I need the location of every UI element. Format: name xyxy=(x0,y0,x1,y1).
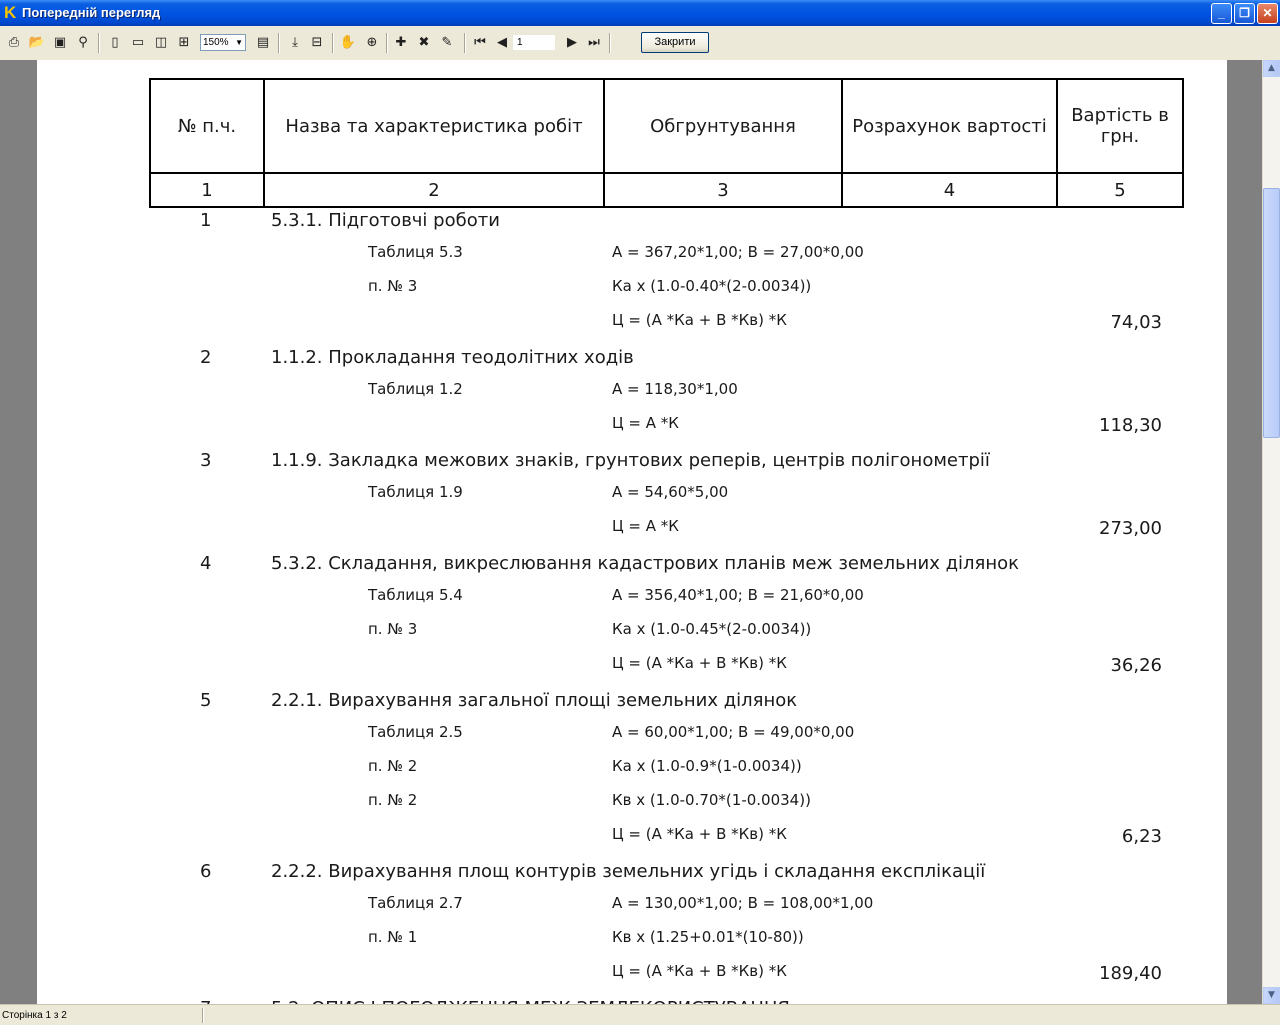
item-calculation: Ка x (1.0-0.9*(1-0.0034)) xyxy=(612,757,802,775)
column-number: 2 xyxy=(264,173,604,207)
header-cell: № п.ч. xyxy=(150,79,264,173)
last-page-icon[interactable]: ⏭ xyxy=(588,35,600,50)
item-calculation: Кв x (1.0-0.70*(1-0.0034)) xyxy=(612,791,811,809)
status-bar xyxy=(0,1004,1280,1025)
item-reference: п. № 1 xyxy=(368,928,418,946)
toolbar-separator xyxy=(386,33,388,53)
edit-icon[interactable]: ✎ xyxy=(441,35,453,50)
item-title: 1.1.2. Прокладання теодолітних ходів xyxy=(271,347,634,368)
new-icon[interactable]: ✚ xyxy=(395,35,407,50)
item-calculation: Ц = (A *Ка + B *Кв) *К xyxy=(612,311,787,329)
item-cost: 273,00 xyxy=(1099,518,1162,539)
item-title: 2.2.1. Вирахування загальної площі земельних ділянок xyxy=(271,690,798,711)
scroll-down-icon[interactable]: ▼ xyxy=(1263,987,1280,1004)
item-cost: 36,26 xyxy=(1110,655,1162,676)
item-reference: Таблиця 2.5 xyxy=(368,723,463,741)
delete-icon[interactable]: ✖ xyxy=(418,35,430,50)
item-reference: Таблиця 5.4 xyxy=(368,586,463,604)
item-calculation: A = 60,00*1,00; B = 49,00*0,00 xyxy=(612,723,855,741)
item-title: 5.3.1. Підготовчі роботи xyxy=(271,210,500,231)
item-reference: п. № 3 xyxy=(368,277,418,295)
toolbar-separator xyxy=(464,33,466,53)
item-reference: Таблиця 2.7 xyxy=(368,894,463,912)
header-cell: Розрахунок вартості xyxy=(842,79,1057,173)
item-calculation: Ц = A *К xyxy=(612,517,679,535)
open-icon[interactable]: 📂 xyxy=(28,35,46,50)
toolbar-separator xyxy=(609,33,611,53)
tree-icon[interactable]: ⊟ xyxy=(311,35,323,50)
item-calculation: A = 356,40*1,00; B = 21,60*0,00 xyxy=(612,586,864,604)
item-reference: Таблиця 5.3 xyxy=(368,243,463,261)
item-calculation: Ц = (A *Ка + B *Кв) *К xyxy=(612,654,787,672)
item-calculation: A = 367,20*1,00; B = 27,00*0,00 xyxy=(612,243,864,261)
zoom-value: 150% xyxy=(203,37,229,48)
page-single-icon[interactable]: ▯ xyxy=(111,35,119,50)
item-title: 5.3.2. Складання, викреслювання кадастрових планів меж земельних ділянок xyxy=(271,553,1020,574)
item-reference: Таблиця 1.9 xyxy=(368,483,463,501)
toolbar-separator xyxy=(278,33,280,53)
item-cost: 6,23 xyxy=(1121,826,1162,847)
hand-icon[interactable]: ✋ xyxy=(339,35,357,50)
item-number: 6 xyxy=(200,861,212,882)
item-number: 2 xyxy=(200,347,212,368)
item-calculation: Ц = (A *Ка + B *Кв) *К xyxy=(612,962,787,980)
item-reference: п. № 2 xyxy=(368,791,418,809)
window-title: Попередній перегляд xyxy=(22,5,161,20)
item-number: 3 xyxy=(200,450,212,471)
save-icon[interactable]: ▣ xyxy=(53,35,67,50)
column-number: 5 xyxy=(1057,173,1183,207)
item-calculation: Ц = A *К xyxy=(612,414,679,432)
item-calculation: Ка x (1.0-0.40*(2-0.0034)) xyxy=(612,277,812,295)
page-multi-icon[interactable]: ⊞ xyxy=(178,35,190,50)
chevron-down-icon: ▼ xyxy=(235,38,243,47)
report-page xyxy=(37,60,1227,1020)
scroll-up-icon[interactable]: ▲ xyxy=(1263,60,1280,77)
zoom-select[interactable] xyxy=(200,34,246,51)
item-reference: п. № 2 xyxy=(368,757,418,775)
item-calculation: A = 130,00*1,00; B = 108,00*1,00 xyxy=(612,894,874,912)
title-bar[interactable] xyxy=(0,0,1280,26)
toolbar-separator xyxy=(332,33,334,53)
prev-page-icon[interactable]: ◀ xyxy=(497,35,507,50)
item-title: 2.2.2. Вирахування площ контурів земельних угідь і складання експлікації xyxy=(271,861,986,882)
first-page-icon[interactable]: ⏮ xyxy=(474,35,486,50)
next-page-icon[interactable]: ▶ xyxy=(567,35,577,50)
item-calculation: Ц = (A *Ка + B *Кв) *К xyxy=(612,825,787,843)
item-cost: 74,03 xyxy=(1110,312,1162,333)
find-icon[interactable]: ⚲ xyxy=(78,35,88,50)
toolbar xyxy=(0,26,1280,61)
header-cell: Обгрунтування xyxy=(604,79,842,173)
page-two-icon[interactable]: ◫ xyxy=(154,35,168,50)
page-setup-icon[interactable]: ▤ xyxy=(256,35,270,50)
item-calculation: Кв x (1.25+0.01*(10-80)) xyxy=(612,928,804,946)
item-reference: Таблиця 1.2 xyxy=(368,380,463,398)
print-icon[interactable]: ⎙ xyxy=(8,35,20,50)
item-calculation: Ка x (1.0-0.45*(2-0.0034)) xyxy=(612,620,812,638)
app-icon: K xyxy=(4,3,17,22)
close-button[interactable]: Закрити xyxy=(641,32,709,53)
export-icon[interactable]: ⤓ xyxy=(292,35,298,50)
header-cell: Назва та характеристика робіт xyxy=(264,79,604,173)
toolbar-separator xyxy=(98,33,100,53)
maximize-button[interactable]: ❐ xyxy=(1234,3,1255,24)
page-status: Сторінка 1 з 2 xyxy=(2,1010,67,1021)
scroll-thumb[interactable] xyxy=(1263,188,1280,438)
item-number: 5 xyxy=(200,690,212,711)
item-cost: 189,40 xyxy=(1099,963,1162,984)
column-number: 1 xyxy=(150,173,264,207)
header-cell: Вартість в грн. xyxy=(1057,79,1183,173)
column-number: 4 xyxy=(842,173,1057,207)
item-number: 4 xyxy=(200,553,212,574)
close-window-button[interactable]: ✕ xyxy=(1257,3,1278,24)
report-header-table xyxy=(149,78,1184,208)
preview-viewport[interactable] xyxy=(0,60,1262,1004)
zoom-icon[interactable]: ⊕ xyxy=(366,35,378,50)
page-width-icon[interactable]: ▭ xyxy=(131,35,145,50)
item-reference: п. № 3 xyxy=(368,620,418,638)
item-number: 1 xyxy=(200,210,212,231)
page-number-input[interactable] xyxy=(513,35,555,50)
column-number: 3 xyxy=(604,173,842,207)
item-title: 1.1.9. Закладка межових знаків, грунтових реперів, центрів полігонометрії xyxy=(271,450,990,471)
minimize-button[interactable]: _ xyxy=(1211,3,1232,24)
item-calculation: A = 118,30*1,00 xyxy=(612,380,738,398)
status-separator xyxy=(202,1008,204,1023)
item-calculation: A = 54,60*5,00 xyxy=(612,483,729,501)
vertical-scrollbar[interactable] xyxy=(1262,60,1280,1004)
item-cost: 118,30 xyxy=(1099,415,1162,436)
